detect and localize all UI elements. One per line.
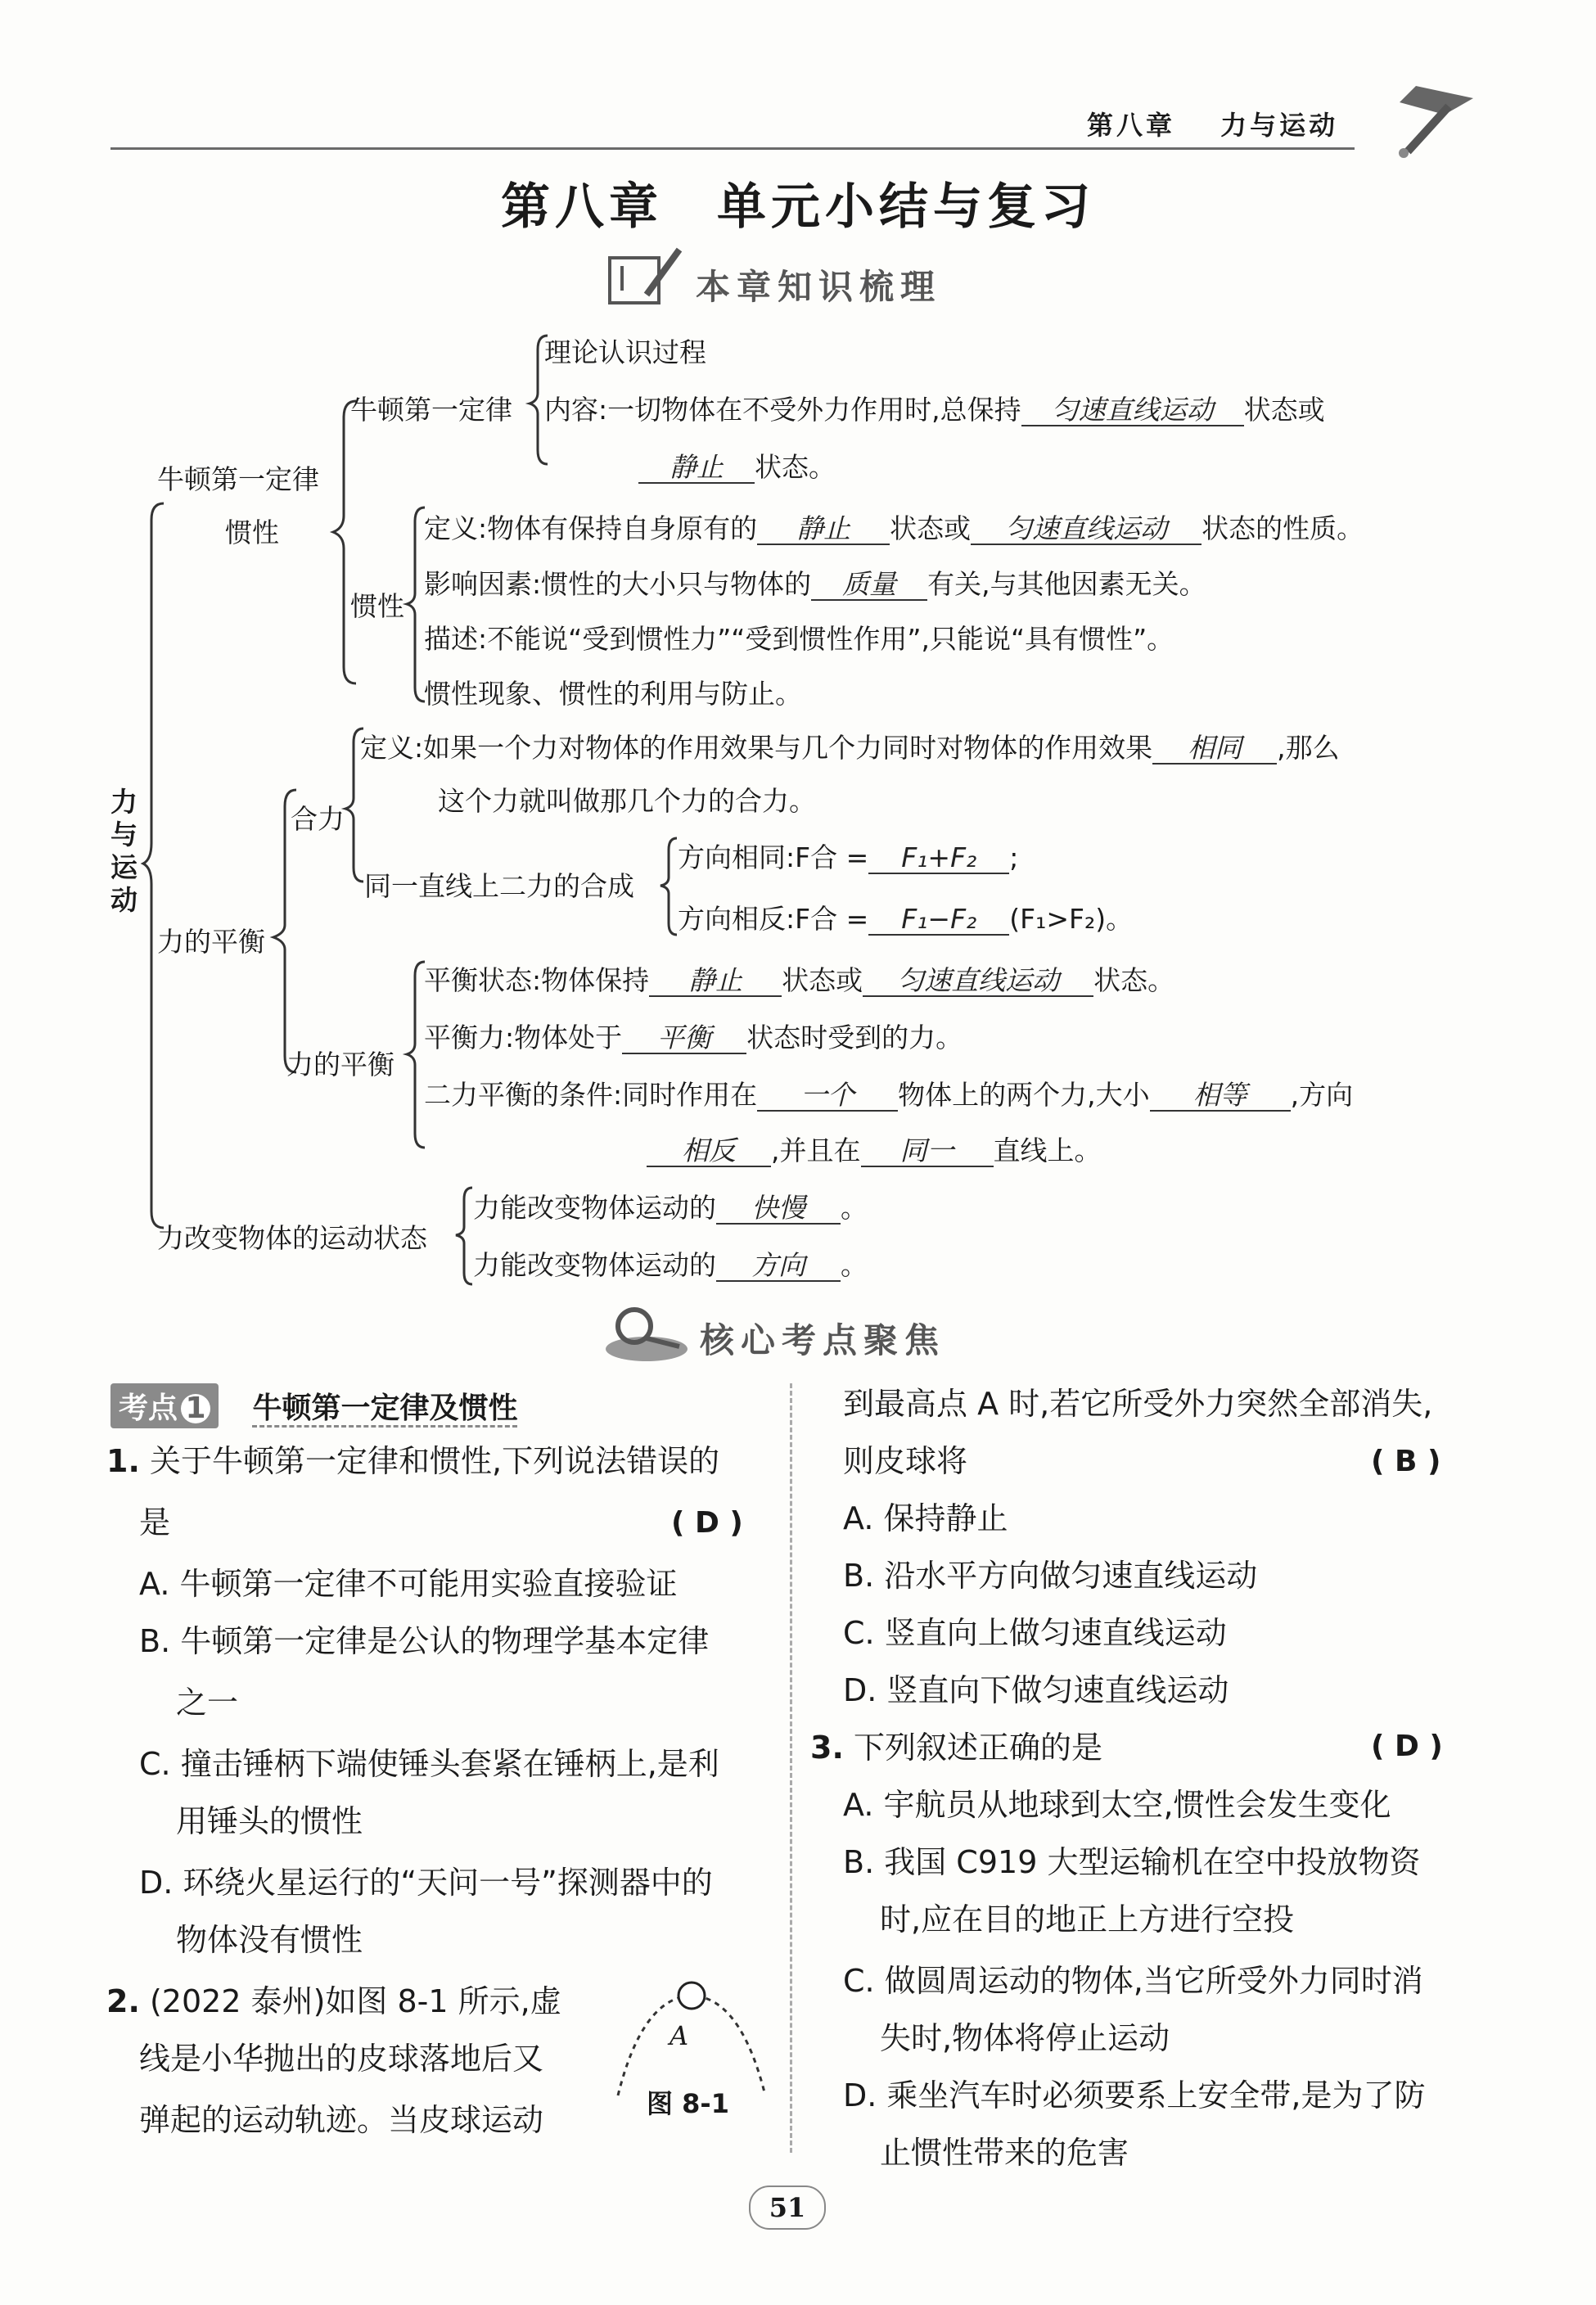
q2-option-b: B. 沿水平方向做匀速直线运动	[843, 1558, 1258, 1594]
q2-option-a: A. 保持静止	[843, 1500, 1008, 1536]
q3-option-d-line2: 止惯性带来的危害	[880, 2135, 1129, 2171]
blank-cond-3: 相反	[647, 1136, 771, 1167]
map-inertia-phenom: 惯性现象、惯性的利用与防止。	[424, 678, 802, 710]
blank-balance-force: 平衡	[622, 1023, 746, 1054]
q3-option-d-line1: D. 乘坐汽车时必须要系上安全带,是为了防	[843, 2077, 1426, 2113]
q1-option-d-line1: D. 环绕火星运行的“天问一号”探测器中的	[139, 1865, 713, 1901]
pencil-cap-icon	[1383, 78, 1481, 160]
q1-option-b-line2: 之一	[176, 1685, 239, 1721]
running-header	[1087, 105, 1338, 142]
q2-option-d: D. 竖直向下做匀速直线运动	[843, 1672, 1229, 1708]
blank-cond-2: 相等	[1150, 1080, 1291, 1112]
q2-stem-line3: 弹起的运动轨迹。当皮球运动	[139, 2102, 544, 2138]
blank-opp-dir: F₁−F₂	[868, 904, 1009, 936]
q1-stem-line2: 是	[139, 1504, 171, 1540]
blank-factor: 质量	[811, 570, 927, 601]
section-knowledge-title: 本章知识梳理	[696, 267, 942, 307]
q3-answer: ( D )	[1371, 1730, 1443, 1763]
kaodian-heading	[110, 1383, 517, 1428]
header-chapter: 第八章	[1087, 110, 1176, 141]
page-number: 51	[749, 2185, 826, 2230]
q2-stem-line1: 2. (2022 泰州)如图 8-1 所示,虚	[106, 1983, 561, 2019]
q3-option-c-line2: 失时,物体将停止运动	[880, 2020, 1170, 2056]
q1-stem-line1: 1. 关于牛顿第一定律和惯性,下列说法错误的	[106, 1443, 720, 1479]
q3-option-b-line1: B. 我国 C919 大型运输机在空中投放物资	[843, 1844, 1421, 1880]
kaodian-number: 1	[181, 1394, 210, 1423]
map-resultant: 合力	[291, 803, 345, 835]
q1-answer: ( D )	[671, 1506, 743, 1540]
q1-option-c-line2: 用锤头的惯性	[176, 1803, 363, 1839]
blank-state-2: 匀速直线运动	[863, 966, 1093, 997]
map-balance-cond1: 二力平衡的条件:同时作用在 一个 物体上的两个力,大小 相等 ,方向	[424, 1079, 1354, 1111]
blank-def-2: 匀速直线运动	[971, 514, 1202, 545]
blank-cond-1: 一个	[757, 1080, 898, 1112]
header-rule	[110, 147, 1355, 150]
figure-label: 图 8-1	[647, 2088, 729, 2119]
blank-same-dir: F₁+F₂	[868, 843, 1009, 874]
q2-answer: ( B )	[1371, 1445, 1441, 1478]
map-change-1: 力能改变物体运动的 快慢 。	[473, 1192, 868, 1224]
map-content-line2: 静止 状态。	[638, 446, 836, 485]
q2-stem-line5: 则皮球将	[843, 1443, 968, 1479]
blank-state-1: 静止	[649, 966, 782, 997]
header-topic: 力与运动	[1220, 110, 1339, 141]
map-change-2: 力能改变物体运动的 方向 。	[473, 1249, 868, 1281]
map-inertia-def: 定义:物体有保持自身原有的 静止 状态或 匀速直线运动 状态的性质。	[424, 512, 1364, 544]
page-title: 第八章 单元小结与复习	[501, 178, 1095, 236]
blank-resultant: 相同	[1152, 733, 1277, 765]
notebook-pen-icon	[606, 246, 688, 311]
blank-cond-4: 同一	[861, 1136, 994, 1167]
column-divider	[790, 1383, 792, 2153]
q3-option-b-line2: 时,应在目的地正上方进行空投	[880, 1901, 1295, 1937]
q2-option-c: C. 竖直向上做匀速直线运动	[843, 1615, 1227, 1651]
q1-option-b-line1: B. 牛顿第一定律是公认的物理学基本定律	[139, 1623, 710, 1659]
map-change-group: 力改变物体的运动状态	[157, 1222, 427, 1254]
q3-option-a: A. 宇航员从地球到太空,惯性会发生变化	[843, 1787, 1391, 1823]
map-balance: 力的平衡	[286, 1049, 394, 1080]
map-inertia-group: 惯性	[225, 516, 279, 548]
map-resultant-def1: 定义:如果一个力对物体的作用效果与几个力同时对物体的作用效果 相同 ,那么	[360, 732, 1340, 764]
q2-stem-line2: 线是小华抛出的皮球落地后又	[139, 2041, 544, 2077]
blank-change-2: 方向	[716, 1251, 841, 1282]
map-same-dir: 方向相同:F合 = F₁+F₂ ;	[678, 841, 1019, 873]
map-balance-state: 平衡状态:物体保持 静止 状态或 匀速直线运动 状态。	[424, 964, 1175, 996]
blank-content-2: 静止	[638, 453, 755, 484]
map-balance-force: 平衡力:物体处于 平衡 状态时受到的力。	[424, 1022, 963, 1053]
figure-point-a: A	[670, 2020, 689, 2051]
root-brace	[143, 499, 176, 1236]
map-resultant-def2: 这个力就叫做那几个力的合力。	[438, 785, 816, 817]
map-content-line1: 内容:一切物体在不受外力作用时,总保持 匀速直线运动 状态或	[544, 394, 1325, 426]
magnifier-book-icon	[602, 1301, 692, 1367]
kaodian-tag: 考点 1	[110, 1383, 219, 1428]
kaodian-title: 牛顿第一定律及惯性	[252, 1392, 517, 1428]
q3-stem: 3. 下列叙述正确的是	[810, 1730, 1102, 1766]
map-sameline: 同一直线上二力的合成	[364, 870, 634, 902]
blank-def-1: 静止	[757, 514, 890, 545]
newton-brace	[331, 397, 364, 692]
q3-option-c-line1: C. 做圆周运动的物体,当它所受外力同时消	[843, 1963, 1423, 1999]
map-theory: 理论认识过程	[544, 336, 706, 368]
q1-option-c-line1: C. 撞击锤柄下端使锤头套紧在锤柄上,是利	[139, 1746, 719, 1782]
map-balance-group: 力的平衡	[157, 926, 265, 958]
map-root: 力与运动	[110, 786, 138, 916]
map-newton-law: 牛顿第一定律	[350, 394, 512, 426]
map-inertia-desc: 描述:不能说“受到惯性力”“受到惯性作用”,只能说“具有惯性”。	[424, 623, 1174, 655]
section-core-title: 核心考点聚焦	[700, 1320, 946, 1360]
map-opp-dir: 方向相反:F合 = F₁−F₂ (F₁>F₂)。	[678, 903, 1134, 935]
q1-option-d-line2: 物体没有惯性	[176, 1922, 363, 1958]
map-inertia: 惯性	[350, 590, 404, 622]
blank-content-1: 匀速直线运动	[1021, 395, 1244, 426]
q1-option-a: A. 牛顿第一定律不可能用实验直接验证	[139, 1566, 678, 1602]
map-inertia-factor: 影响因素:惯性的大小只与物体的 质量 有关,与其他因素无关。	[424, 568, 1206, 600]
map-newton-group: 牛顿第一定律	[157, 463, 319, 495]
map-balance-cond2: 相反 ,并且在 同一 直线上。	[647, 1130, 1102, 1168]
blank-change-1: 快慢	[716, 1193, 841, 1225]
q2-stem-line4: 到最高点 A 时,若它所受外力突然全部消失,	[843, 1386, 1433, 1422]
